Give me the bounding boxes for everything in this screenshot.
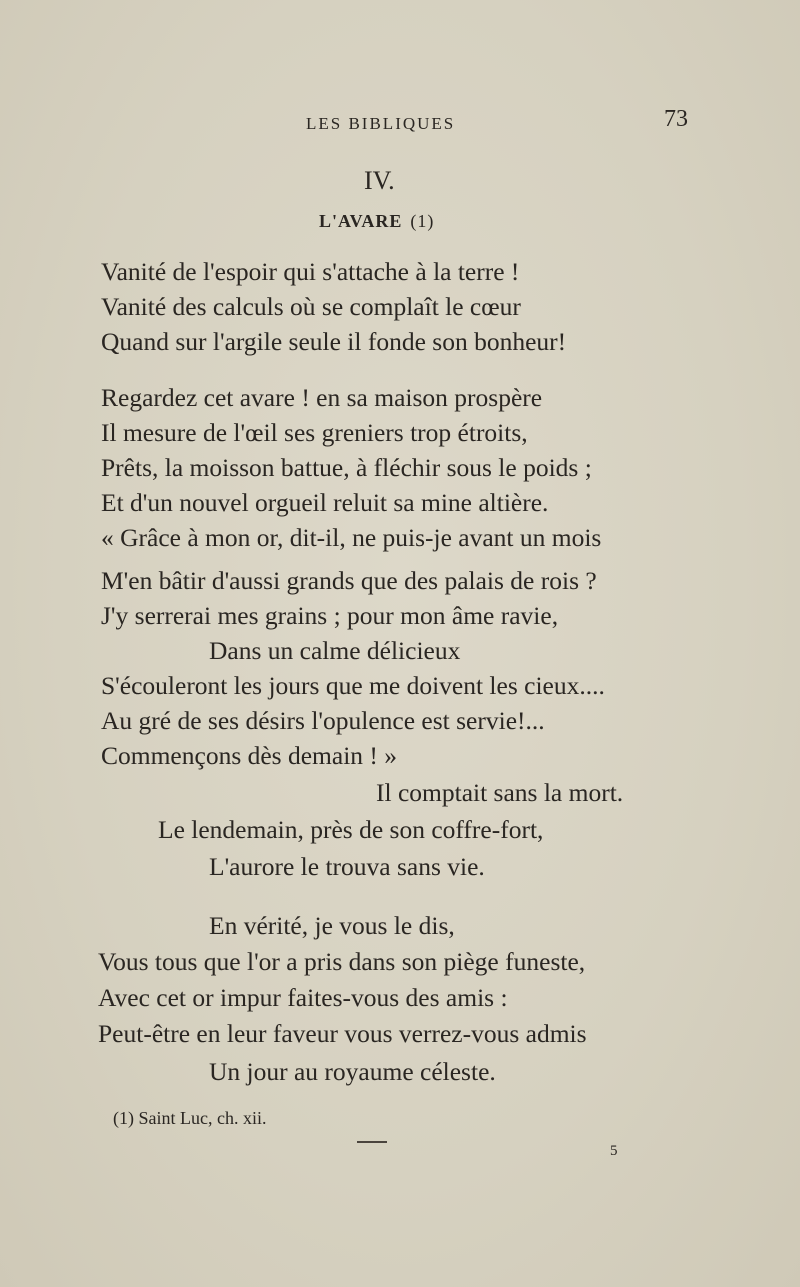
verse-line: Et d'un nouvel orgueil reluit sa mine altière. bbox=[101, 488, 549, 517]
verse-line: J'y serrerai mes grains ; pour mon âme ravie, bbox=[101, 601, 559, 630]
verse-line: Vous tous que l'or a pris dans son piège funeste, bbox=[98, 947, 586, 976]
footnote: (1) Saint Luc, ch. xii. bbox=[113, 1108, 267, 1128]
running-head: LES BIBLIQUES bbox=[306, 114, 456, 133]
verse-line: En vérité, je vous le dis, bbox=[209, 911, 455, 940]
verse-line: S'écouleront les jours que me doivent les cieux.... bbox=[101, 671, 605, 700]
separator-rule bbox=[357, 1141, 387, 1143]
verse-line: Il mesure de l'œil ses greniers trop étroits, bbox=[101, 418, 528, 447]
poem-title-text: L'AVARE bbox=[319, 211, 403, 231]
page-number: 73 bbox=[664, 106, 688, 132]
verse-line: « Grâce à mon or, dit-il, ne puis-je avant un mois bbox=[101, 523, 602, 552]
verse-line: Il comptait sans la mort. bbox=[376, 778, 624, 807]
section-number: IV. bbox=[364, 166, 395, 195]
printer-signature: 5 bbox=[610, 1143, 618, 1159]
verse-line: Un jour au royaume céleste. bbox=[209, 1057, 496, 1086]
verse-line: M'en bâtir d'aussi grands que des palais de rois ? bbox=[101, 566, 597, 595]
verse-line: Dans un calme délicieux bbox=[209, 636, 461, 665]
verse-line: Quand sur l'argile seule il fonde son bonheur! bbox=[101, 327, 567, 356]
verse-line: Commençons dès demain ! » bbox=[101, 741, 398, 770]
verse-line: Regardez cet avare ! en sa maison prospère bbox=[101, 383, 543, 412]
verse-line: Au gré de ses désirs l'opulence est servie!... bbox=[101, 706, 545, 735]
verse-line: Peut-être en leur faveur vous verrez-vous admis bbox=[98, 1019, 587, 1048]
footnote-reference: (1) bbox=[410, 211, 435, 231]
verse-line: Prêts, la moisson battue, à fléchir sous le poids ; bbox=[101, 453, 592, 482]
verse-line: Avec cet or impur faites-vous des amis : bbox=[98, 983, 508, 1012]
verse-line: Vanité de l'espoir qui s'attache à la terre ! bbox=[101, 257, 520, 286]
verse-line: Le lendemain, près de son coffre-fort, bbox=[158, 815, 544, 844]
poem-title bbox=[319, 211, 434, 232]
verse-line: L'aurore le trouva sans vie. bbox=[209, 852, 485, 881]
verse-line: Vanité des calculs où se complaît le cœur bbox=[101, 292, 521, 321]
